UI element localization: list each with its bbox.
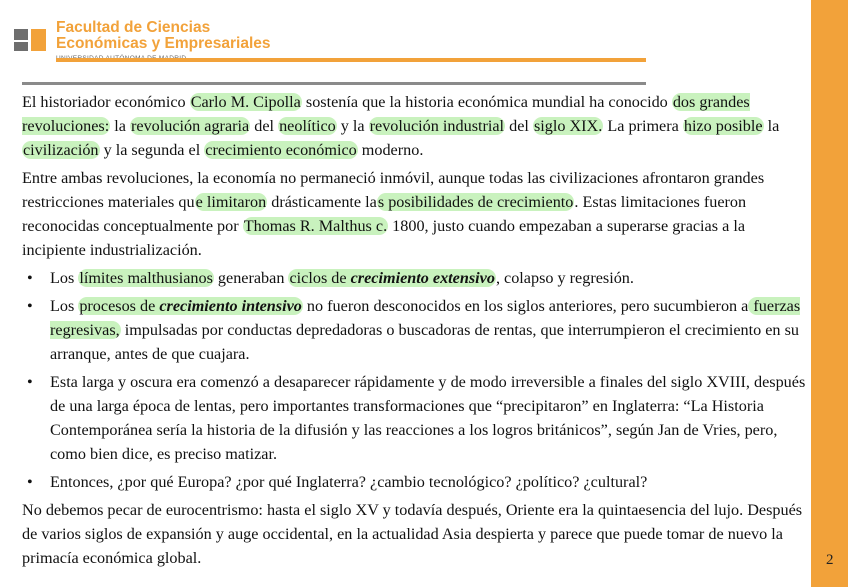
highlight-siglo-xix: siglo XIX.: [533, 117, 603, 135]
text-run: ciclos de: [289, 269, 351, 287]
text-run: drásticamente la: [267, 193, 377, 211]
page-number: 2: [826, 552, 834, 568]
text-run: del: [505, 117, 533, 135]
text-run: sostenía que la historia económica mundial ha conocido: [301, 93, 672, 111]
logo-title-line2: Económicas y Empresariales: [56, 35, 271, 52]
text-run: Los: [50, 297, 79, 315]
text-run: generaban: [213, 269, 289, 287]
text-run: moderno.: [357, 141, 424, 159]
text-run: Los: [50, 269, 79, 287]
paragraph-eurocentrismo: No debemos pecar de eurocentrismo: hasta el siglo XV y todavía después, Oriente era la quintaesencia del lujo. Después de varios siglos de expansión y auge occidental, en la actualidad Asia despierta y parece que puede tomar de nuevo la primacía económica global.: [22, 501, 803, 567]
text-run: procesos de: [79, 297, 160, 315]
highlight-revolucion-agraria: revolución agraria: [131, 117, 250, 135]
text-run: 1800, justo cuando empezaban a superarse gracias a la incipiente industrialización.: [22, 217, 746, 259]
text-run: y la: [336, 117, 369, 135]
logo-title-line1: Facultad de Ciencias: [56, 19, 211, 36]
highlight-procesos: [78, 297, 303, 315]
highlight-civilizacion: civilización: [23, 141, 99, 159]
highlight-posibilidades: s posibilidades de crecimiento: [377, 193, 574, 211]
text-run: . Estas limitaciones fueron reconocidas conceptualmente por: [22, 193, 747, 235]
paragraph-malthus: [22, 166, 812, 262]
highlight-revolucion-industrial: revolución industrial: [369, 117, 505, 135]
highlight-revoluciones: dos grandes revoluciones:: [22, 93, 750, 135]
highlight-neolitico: neolítico: [279, 117, 336, 135]
text-run: , colapso y regresión.: [495, 269, 634, 287]
highlight-malthus: Thomas R. Malthus c.: [243, 217, 388, 235]
text-run: impulsadas por conductas depredadoras o buscadoras de rentas, que interrumpieron el crecimiento en su arranque, antes de que cuajara.: [50, 321, 799, 363]
highlight-hizo-posible: hizo posible: [683, 117, 763, 135]
slide-body: [22, 90, 812, 574]
highlight-fuerzas-regresivas: fuerzas regresivas,: [50, 297, 801, 339]
faculty-logo: [14, 16, 314, 76]
highlight-limites-malthusianos: límites malthusianos: [79, 269, 213, 287]
text-run: Entre ambas revoluciones, la economía no permaneció inmóvil, aunque todas las civilizaciones afrontaron grandes restricciones materiales qu: [22, 169, 765, 211]
bullet-item-intensivo: [22, 294, 812, 366]
text-run: La primera: [603, 117, 683, 135]
emphasis-crecimiento-extensivo: crecimiento extensivo: [350, 269, 495, 287]
bullet-list: [22, 266, 812, 494]
text-run: El historiador económico: [22, 93, 190, 111]
right-accent-bar: [811, 0, 848, 587]
text-run: la: [110, 117, 130, 135]
logo-mark-icon: [14, 29, 46, 51]
logo-title: [56, 20, 271, 52]
bullet-item-preguntas: • Entonces, ¿por qué Europa? ¿por qué Inglaterra? ¿cambio tecnológico? ¿político? ¿cultural?: [22, 470, 812, 494]
bullet-item-siglo-xviii: • Esta larga y oscura era comenzó a desaparecer rápidamente y de modo irreversible a finales del siglo XVIII, después de una larga época de lentas, pero importantes transformaciones que “precipitaron” en Inglaterra: “La Historia Contemporánea sería la historia de la difusión y las reacciones a los logros británicos”, según Jan de Vries, pero, como bien dice, es preciso matizar.: [22, 370, 812, 466]
highlight-crecimiento-economico: crecimiento económico: [205, 141, 357, 159]
text-run: y la segunda el: [99, 141, 205, 159]
paragraph-cipolla: [22, 90, 812, 162]
emphasis-crecimiento-intensivo: crecimiento intensivo: [159, 297, 302, 315]
highlight-ciclos: [288, 269, 495, 287]
header-rule-gray: [22, 82, 646, 85]
text-run: del: [250, 117, 279, 135]
text-run: no fueron desconocidos en los siglos anteriores, pero sucumbieron a: [302, 297, 749, 315]
header-rule-orange: [56, 58, 646, 62]
text-run: la: [763, 117, 780, 135]
highlight-cipolla: Carlo M. Cipolla: [190, 93, 301, 111]
highlight-limitaron: e limitaron: [195, 193, 267, 211]
bullet-item-limites: [22, 266, 812, 290]
